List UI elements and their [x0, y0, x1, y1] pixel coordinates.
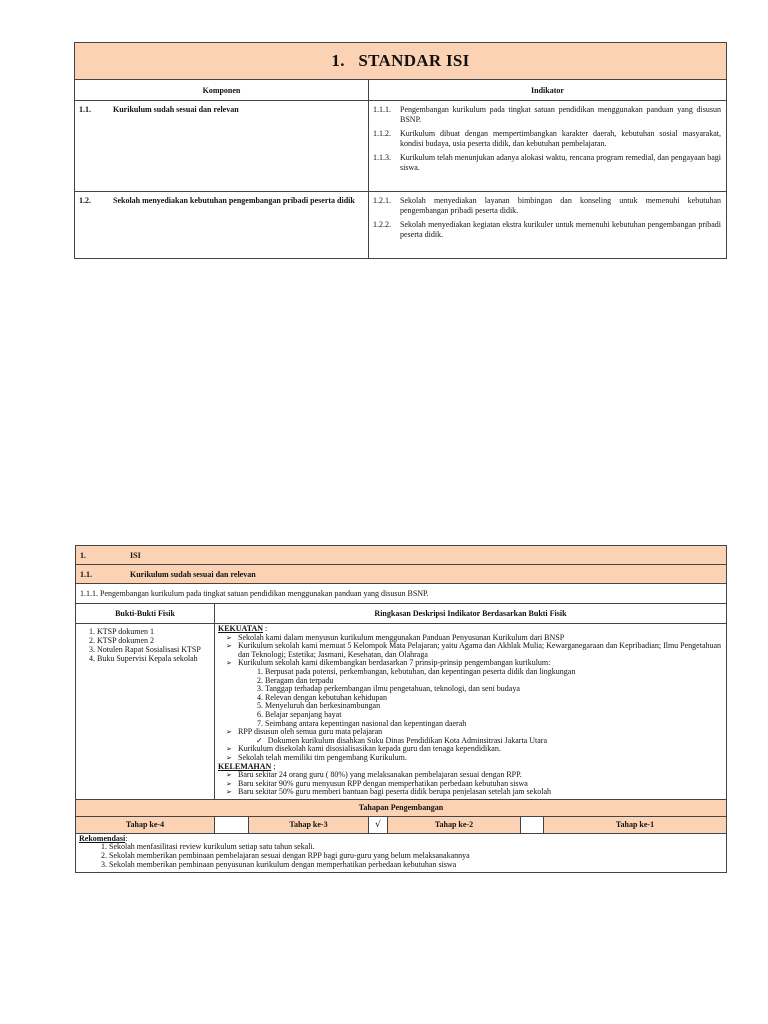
tahap-3-label: Tahap ke-3 — [249, 816, 369, 833]
list-item: ✓ Dokumen kurikulum disahkan Suku Dinas Pendidikan Kota Adminsitrasi Jakarta Utara — [256, 737, 723, 746]
list-item: ➢ Baru sekitar 90% guru menyusun RPP dengan memperhatikan perbedaan kebutuhan siswa — [226, 780, 723, 789]
indikator-text: Kurikulum telah menunjukan adanya alokasi waktu, rencana program remedial, dan pengayaan bagi siswa. — [400, 153, 721, 172]
subsection-title: Kurikulum sudah sesuai dan relevan — [130, 569, 256, 579]
komponen-text: Sekolah menyediakan kebutuhan pengembangan pribadi peserta didik — [113, 196, 355, 205]
bukti-cell — [76, 624, 215, 800]
list-item: 1. KTSP dokumen 1 — [97, 627, 213, 636]
indikator-header: Indikator — [369, 80, 727, 101]
kelemahan-label: KELEMAHAN — [218, 761, 272, 771]
indikator-item — [373, 196, 721, 215]
tahap-2-label: Tahap ke-2 — [388, 816, 521, 833]
list-item: ➢ Baru sekitar 24 orang guru ( 80%) yang melaksanakan pembelajaran sesuai dengan RPP. — [226, 771, 723, 780]
section-number: 1. — [80, 550, 86, 560]
rekomendasi-label: Rekomendasi — [79, 833, 126, 843]
list-item: ➢ Baru sekitar 50% guru memberi bantuan bagi peserta didik berupa penjelasan setelah jam sekolah — [226, 788, 723, 797]
kekuatan-suffix: : — [263, 624, 268, 633]
ringkasan-cell — [215, 624, 727, 800]
list-item: 2. Beragam dan terpadu — [265, 677, 723, 686]
kelemahan-list — [218, 771, 723, 797]
indikator-number: 1.1.3. — [373, 153, 391, 162]
list-item: 1. Berpusat pada potensi, perkembangan, kebutuhan, dan kepentingan peserta didik dan lingkungan — [265, 668, 723, 677]
indikator-text: Sekolah menyediakan kegiatan ekstra kurikuler untuk memenuhi kebutuhan pengembangan pribadi peserta didik. — [400, 220, 721, 239]
subsection-number: 1.1. — [80, 569, 92, 579]
komponen-header: Komponen — [75, 80, 369, 101]
indikator-number: 1.1.1. — [373, 105, 391, 114]
list-item: ➢ Kurikulum sekolah kami memuat 5 Kelompok Mata Pelajaran; yaitu Agama dan Akhlak Mulia; Kewarganegaraan dan Kepribadian; Ilmu Pengetahuan dan Teknologi; Estetika; Jasmani, Kesehatan, dan Olahraga — [226, 642, 723, 659]
indicator-row: 1.1.1. Pengembangan kurikulum pada tingkat satuan pendidikan menggunakan panduan yang disusun BSNP. — [76, 584, 727, 604]
list-item: ➢ Sekolah telah memiliki tim pengembang Kurikulum. — [226, 754, 723, 763]
section-header — [76, 546, 727, 565]
ringkasan-header: Ringkasan Deskripsi Indikator Berdasarkan Bukti Fisik — [215, 604, 727, 624]
indikator-text: Pengembangan kurikulum pada tingkat satuan pendidikan menggunakan panduan yang disusun BSNP. — [400, 105, 721, 124]
list-item: ➢ Sekolah kami dalam menyusun kurikulum menggunakan Panduan Penyusunan Kurikulum dari BNSP — [226, 634, 723, 643]
indikator-item — [373, 129, 721, 148]
list-item: 3. Sekolah memberikan pembinaan penyusunan kurikulum dengan memperhatikan perbedaan kebutuhan siswa — [109, 861, 723, 870]
subsection-header — [76, 565, 727, 584]
list-item: ➢ Kurikulum disekolah kami disosialisasikan kepada guru dan tenaga kependidikan. — [226, 745, 723, 754]
bukti-list — [77, 625, 213, 663]
indikator-cell — [369, 192, 727, 259]
list-item: 4. Buku Supervisi Kepala sekolah — [97, 654, 213, 663]
kekuatan-list — [218, 634, 723, 763]
tahap-4-label: Tahap ke-4 — [76, 816, 215, 833]
list-item: 2. KTSP dokumen 2 — [97, 636, 213, 645]
indikator-item — [373, 153, 721, 172]
bukti-header: Bukti-Bukti Fisik — [76, 604, 215, 624]
list-item — [226, 659, 723, 728]
rekomendasi-cell — [76, 833, 727, 872]
list-item: 4. Relevan dengan kebutuhan kehidupan — [265, 694, 723, 703]
indikator-item — [373, 105, 721, 124]
indikator-text: Sekolah menyediakan layanan bimbingan dan konseling untuk memenuhi kebutuhan pengembangan pribadi peserta didik. — [400, 196, 721, 215]
tahap-3-check: √ — [369, 816, 388, 833]
komponen-cell — [75, 101, 369, 192]
list-item-text: RPP disusun oleh semua guru mata pelajaran — [238, 727, 383, 737]
table-title: 1. STANDAR ISI — [75, 43, 727, 80]
list-item: 7. Seimbang antara kepentingan nasional dan kepentingan daerah — [265, 720, 723, 729]
list-item: 1. Sekolah menfasilitasi review kurikulum setiap satu tahun sekali. — [109, 843, 723, 852]
section-title: ISI — [130, 550, 141, 560]
rekomendasi-list — [79, 843, 723, 869]
evaluasi-table — [75, 545, 727, 873]
list-item: 2. Sekolah memberikan pembinaan pembelajaran sesuai dengan RPP bagi guru-guru yang belum melaksanakannya — [109, 852, 723, 861]
indikator-text: Kurikulum dibuat dengan mempertimbangkan karakter daerah, kebutuhan sosial masyarakat, kondisi budaya, usia peserta didik, dan kebutuhan pembelajaran. — [400, 129, 721, 148]
table-row — [75, 192, 727, 259]
tahapan-header: Tahapan Pengembangan — [76, 799, 727, 816]
komponen-number: 1.2. — [79, 196, 91, 205]
indikator-cell — [369, 101, 727, 192]
standar-isi-table — [74, 42, 727, 259]
tahap-2-check — [521, 816, 544, 833]
komponen-number: 1.1. — [79, 105, 91, 114]
kekuatan-label: KEKUATAN — [218, 624, 264, 633]
indikator-number: 1.1.2. — [373, 129, 391, 138]
komponen-text: Kurikulum sudah sesuai dan relevan — [113, 105, 239, 114]
indikator-number: 1.2.1. — [373, 196, 391, 205]
indikator-number: 1.2.2. — [373, 220, 391, 229]
list-item — [226, 728, 723, 745]
tahap-4-check — [215, 816, 249, 833]
prinsip-list — [238, 668, 723, 728]
table-row — [75, 101, 727, 192]
list-item: 3. Notulen Rapat Sosialisasi KTSP — [97, 645, 213, 654]
list-item-text: Kurikulum sekolah kami dikembangkan berdasarkan 7 prinsip-prinsip pengembangan kurikulum: — [238, 658, 551, 668]
indikator-item — [373, 220, 721, 239]
komponen-cell — [75, 192, 369, 259]
list-item: 5. Menyeluruh dan berkesinambungan — [265, 702, 723, 711]
tahap-1-label: Tahap ke-1 — [544, 816, 727, 833]
list-item: 6. Belajar sepanjang hayat — [265, 711, 723, 720]
list-item: 3. Tanggap terhadap perkembangan ilmu pengetahuan, teknologi, dan seni budaya — [265, 685, 723, 694]
rekomendasi-suffix: : — [125, 833, 128, 843]
kelemahan-suffix: ; — [271, 761, 276, 771]
